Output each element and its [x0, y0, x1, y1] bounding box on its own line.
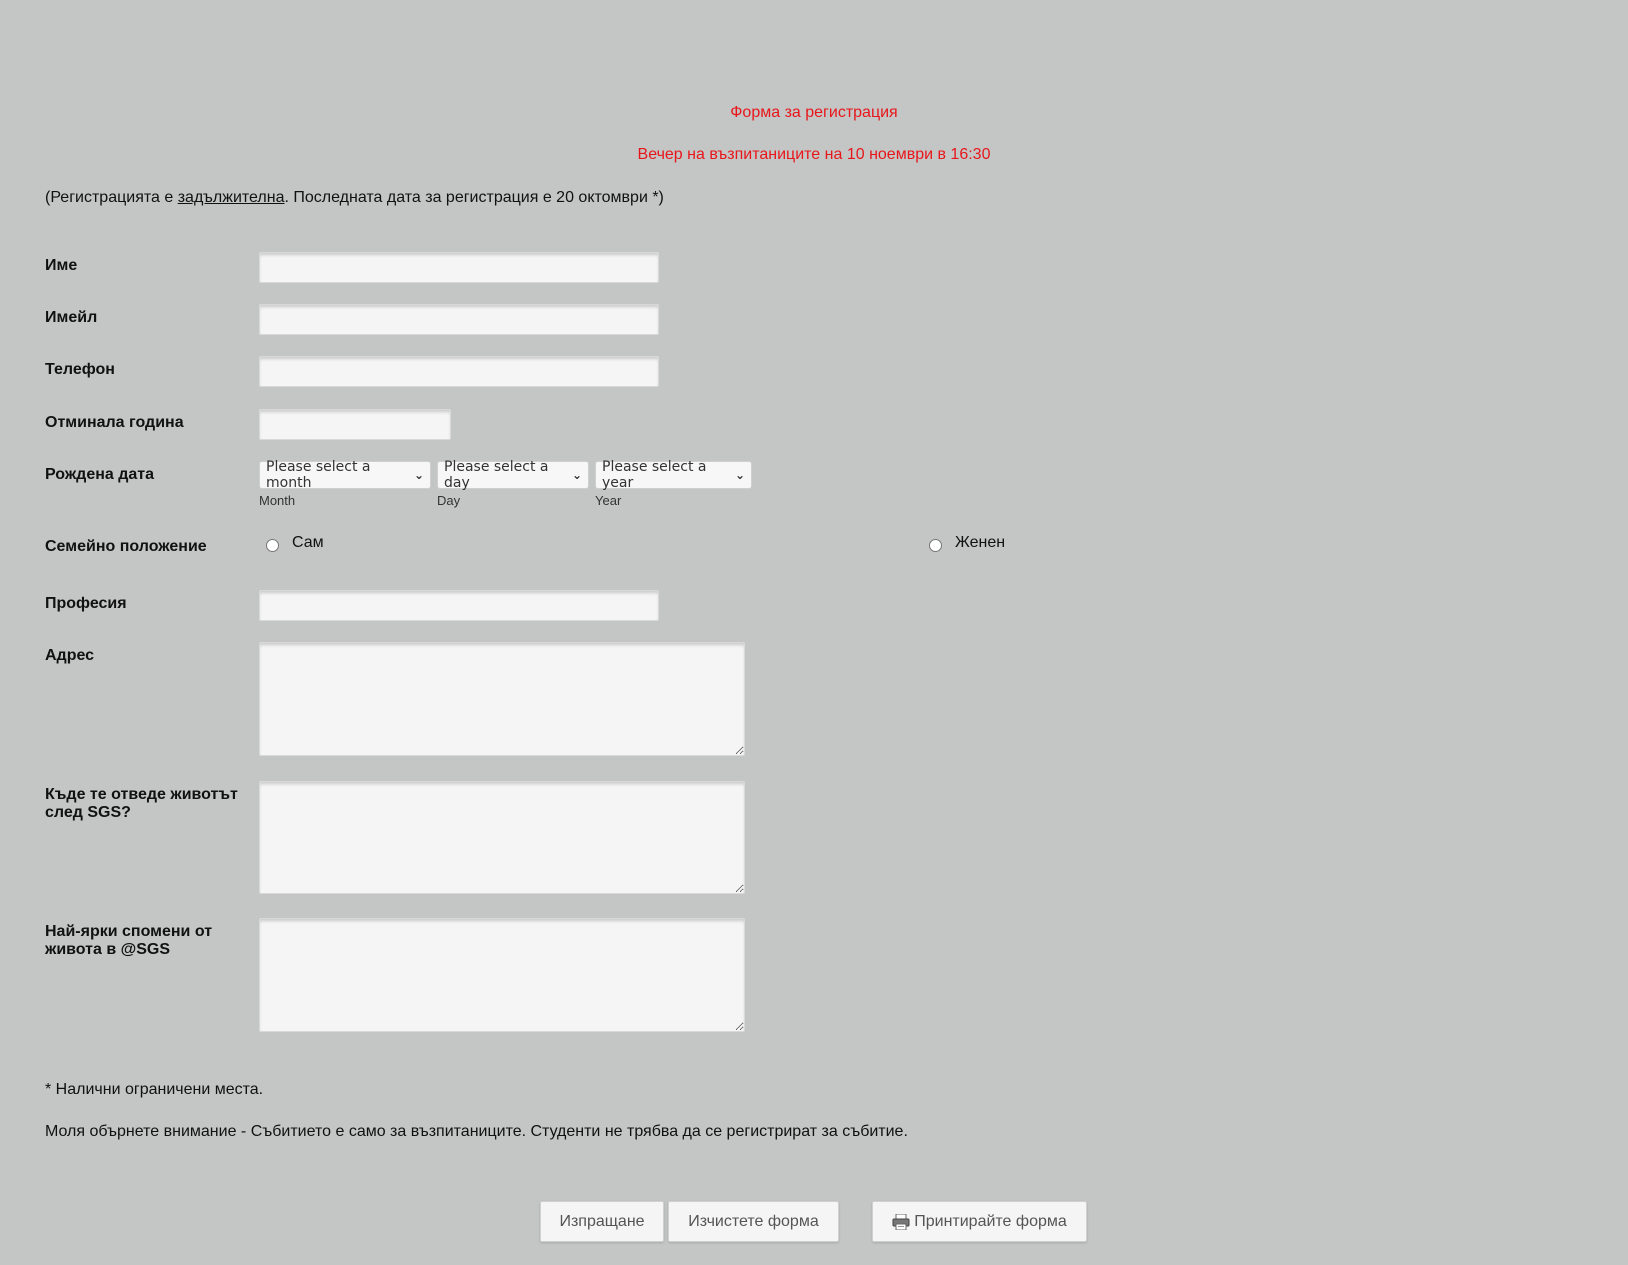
registration-note-prefix: (Регистрацията е	[45, 189, 178, 206]
memories-label: Най-ярки спомени от живота в @SGS	[45, 923, 213, 958]
memories-textarea[interactable]	[259, 918, 745, 1032]
single-option-label: Сам	[292, 534, 324, 551]
clear-form-button[interactable]: Изчистете форма	[668, 1201, 839, 1242]
marital-status-label: Семейно положение	[45, 538, 207, 555]
life-after-sgs-textarea[interactable]	[259, 781, 745, 894]
month-caption: Month	[259, 493, 296, 508]
chevron-down-icon: ⌄	[734, 468, 745, 482]
limited-places-note: * Налични ограничени места.	[45, 1081, 264, 1098]
birth-month-select[interactable]	[259, 461, 431, 489]
birth-year-value: Please select a year	[602, 459, 707, 491]
alumni-only-note: Моля обърнете внимание - Събитието е само за възпитаниците. Студенти не трябва да се регистрират за събитие.	[45, 1123, 908, 1140]
form-subtitle: Вечер на възпитаниците на 10 ноември в 16:30	[637, 146, 991, 163]
year-caption: Year	[595, 493, 622, 508]
married-radio[interactable]	[929, 539, 942, 552]
birthdate-label: Рождена дата	[45, 466, 155, 483]
married-option-label: Женен	[955, 534, 1006, 551]
printer-icon	[892, 1214, 910, 1230]
address-textarea[interactable]	[259, 642, 745, 756]
registration-note	[45, 189, 664, 207]
print-form-button[interactable]	[872, 1201, 1087, 1242]
graduation-year-input[interactable]	[259, 409, 451, 440]
email-input[interactable]	[259, 304, 659, 335]
phone-label: Телефон	[45, 361, 115, 378]
phone-input[interactable]	[259, 356, 659, 387]
registration-note-suffix: . Последната дата за регистрация е 20 октомври *)	[284, 189, 664, 206]
birth-month-value: Please select a month	[266, 459, 371, 491]
name-input[interactable]	[259, 252, 659, 283]
email-label: Имейл	[45, 309, 98, 326]
profession-label: Професия	[45, 595, 127, 612]
graduation-year-label: Отминала година	[45, 414, 184, 431]
chevron-down-icon: ⌄	[571, 468, 582, 482]
chevron-down-icon: ⌄	[413, 468, 424, 482]
form-title: Форма за регистрация	[730, 104, 898, 121]
single-radio[interactable]	[266, 539, 279, 552]
birth-day-value: Please select a day	[444, 459, 549, 491]
birth-year-select[interactable]	[595, 461, 752, 489]
profession-input[interactable]	[259, 590, 659, 621]
day-caption: Day	[437, 493, 461, 508]
address-label: Адрес	[45, 647, 95, 664]
life-after-sgs-label: Къде те отведе животът след SGS?	[45, 786, 238, 821]
name-label: Име	[45, 257, 78, 274]
birth-day-select[interactable]	[437, 461, 589, 489]
print-form-label: Принтирайте форма	[914, 1212, 1067, 1230]
registration-required-text: задължителна	[177, 189, 285, 206]
submit-button[interactable]: Изпращане	[540, 1201, 664, 1242]
